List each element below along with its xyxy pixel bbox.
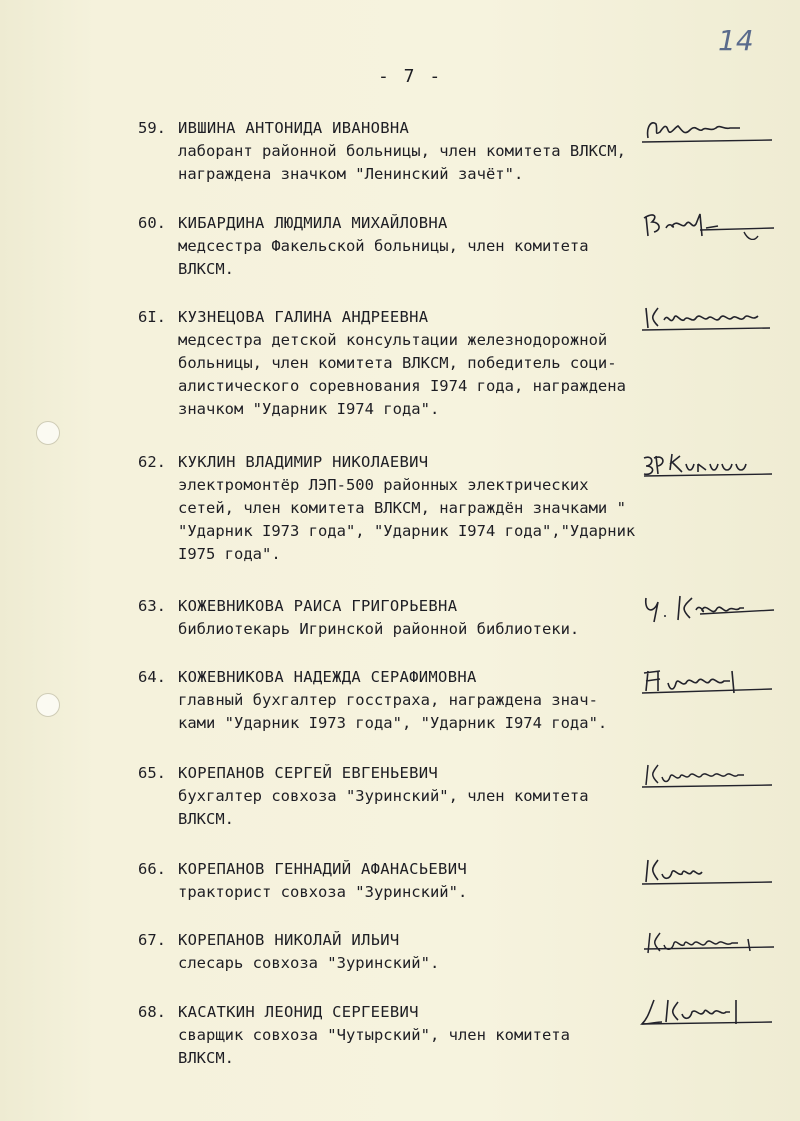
entry-number: 68. [138, 1003, 166, 1021]
punch-hole [36, 693, 60, 717]
list-item [138, 117, 678, 186]
entry-number: 67. [138, 931, 166, 949]
entry-description: лаборант районной больницы, член комитета ВЛКСМ, награждена значком "Ленинский зачёт". [178, 142, 626, 183]
signature [640, 206, 775, 240]
page-number: - 7 - [378, 66, 443, 87]
entry-name: КОЖЕВНИКОВА НАДЕЖДА СЕРАФИМОВНА [178, 668, 477, 686]
entry-number: 64. [138, 668, 166, 686]
entry-name: КОРЕПАНОВ ГЕННАДИЙ АФАНАСЬЕВИЧ [178, 860, 467, 878]
folio-number: 14 [718, 24, 754, 57]
entry-number: 63. [138, 597, 166, 615]
signature [640, 925, 775, 959]
entry-number: 62. [138, 453, 166, 471]
entry-description: бухгалтер совхоза "Зуринский", член комитета ВЛКСМ. [178, 787, 589, 828]
signature [640, 854, 775, 888]
entry-name: КУЗНЕЦОВА ГАЛИНА АНДРЕЕВНА [178, 308, 429, 326]
entry-description: электромонтёр ЛЭП-500 районных электрических сетей, член комитета ВЛКСМ, награждён значками " "Ударник I973 года", "Ударник I974 года","Ударник I975 года". [178, 476, 636, 563]
signature [640, 757, 775, 791]
signature [640, 590, 775, 624]
punch-hole [36, 421, 60, 445]
entry-name: КОРЕПАНОВ НИКОЛАЙ ИЛЬИЧ [178, 931, 400, 949]
entry-description: слесарь совхоза "Зуринский". [178, 954, 440, 972]
entry-number: 59. [138, 119, 166, 137]
entry-description: главный бухгалтер госстраха, награждена знач- ками "Ударник I973 года", "Ударник I974 года". [178, 691, 608, 732]
list-item [138, 212, 678, 281]
entry-number: 65. [138, 764, 166, 782]
entry-number: 60. [138, 214, 166, 232]
entry-description: медсестра Факельской больницы, член комитета ВЛКСМ. [178, 237, 589, 278]
entry-description: тракторист совхоза "Зуринский". [178, 883, 468, 901]
entry-description: медсестра детской консультации железнодорожной больницы, член комитета ВЛКСМ, победитель соци- алистического соревнования I974 года, награждена значком "Ударник I974 года". [178, 331, 626, 418]
entry-description: библиотекарь Игринской районной библиотеки. [178, 620, 580, 638]
entry-name: КУКЛИН ВЛАДИМИР НИКОЛАЕВИЧ [178, 453, 429, 471]
entry-name: КОРЕПАНОВ СЕРГЕЙ ЕВГЕНЬЕВИЧ [178, 764, 439, 782]
signature [640, 300, 775, 334]
list-item [138, 762, 678, 831]
signature [640, 994, 775, 1028]
signature [640, 112, 775, 146]
list-item [138, 929, 678, 975]
list-item [138, 306, 678, 421]
entry-name: КОЖЕВНИКОВА РАИСА ГРИГОРЬЕВНА [178, 597, 458, 615]
list-item [138, 595, 678, 641]
entry-name: КАСАТКИН ЛЕОНИД СЕРГЕЕВИЧ [178, 1003, 419, 1021]
list-item [138, 451, 678, 566]
list-item [138, 858, 678, 904]
list-item [138, 666, 678, 735]
entry-number: 66. [138, 860, 166, 878]
entry-description: сварщик совхоза "Чутырский", член комитета ВЛКСМ. [178, 1026, 570, 1067]
entry-number: 6I. [138, 308, 166, 326]
signature [640, 663, 775, 697]
entry-name: КИБАРДИНА ЛЮДМИЛА МИХАЙЛОВНА [178, 214, 448, 232]
list-item [138, 1001, 678, 1070]
signature [640, 446, 775, 480]
entry-name: ИВШИНА АНТОНИДА ИВАНОВНА [178, 119, 410, 137]
